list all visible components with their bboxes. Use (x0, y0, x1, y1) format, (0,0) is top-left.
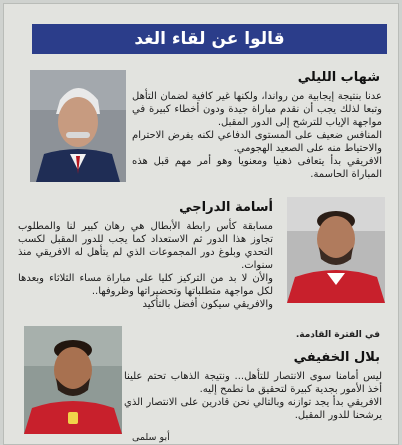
speaker-name-khefifi: بلال الخفيفي (293, 350, 380, 365)
quote-paragraph: عدنا بنتيجة إيجابية من رواندا، ولكنها غير كافية لضمان التأهل وتبعا لذلك يجب أن نقدم مباراة جيدة ودون أخطاء كبيرة في مواجهة الإياب للترشح إلى الدور المقبل. (132, 91, 382, 128)
player-portrait-image (287, 197, 385, 303)
player-portrait-image (24, 326, 122, 434)
quote-paragraph: الافريقي بدأ يتعافى ذهنيا ومعنويا وهو أمر مهم قبل هذه المباراة الحاسمة. (132, 156, 382, 180)
section-title: قالوا عن لقاء الغد (134, 29, 285, 49)
khefifi-photo (24, 326, 122, 434)
darragi-photo (287, 197, 385, 303)
coach-portrait-image (30, 70, 126, 182)
speaker-quote-khefifi (124, 370, 382, 422)
speaker-quote-ellili (132, 90, 382, 181)
coach-photo (30, 70, 126, 182)
speaker-name-ellili: شهاب الليلي (297, 70, 380, 85)
quote-continuation: في الفترة القادمة. (295, 330, 380, 340)
speaker-name-darragi: أسامة الدراجي (179, 200, 273, 215)
quote-paragraph: المنافس ضعيف على المستوى الدفاعي لكنه يفرض الاحترام والاحتياط منه على الصعيد الهجومي. (132, 130, 382, 154)
quote-paragraph: مسابقة كأس رابطة الأبطال هي رهان كبير لنا والمطلوب تجاوز هذا الدور ثم الاستعداد كما يجب للدور المقبل لكسب التحدي وبلوغ دور المجموعات الذي لم يتأهل له الافريقي منذ سنوات. (18, 221, 273, 271)
section-title-banner (32, 24, 387, 54)
quote-paragraph: والأن لا بد من التركيز كليا على مباراة مساء الثلاثاء وبعدها لكل مواجهة متطلباتها وتحضيراتها وظروفها.. (18, 273, 273, 297)
newspaper-clipping (3, 3, 399, 445)
quote-paragraph: الافريقي بدأ يجد توازنه وبالتالي نحن قادرين على الانتصار الذي يرشحنا للدور المقبل. (124, 397, 382, 421)
photo-caption: أبو سلمى (132, 432, 170, 443)
speaker-quote-darragi (18, 220, 273, 311)
quote-paragraph: والافريقي سيكون أفضل بالتأكيد (142, 299, 273, 310)
quote-paragraph: ليس أمامنا سوى الانتصار للتأهل... ونتيجة الذهاب تحتم علينا أخذ الأمور بجدية كبيرة لتحقيق ما نطمح إليه. (124, 371, 382, 395)
